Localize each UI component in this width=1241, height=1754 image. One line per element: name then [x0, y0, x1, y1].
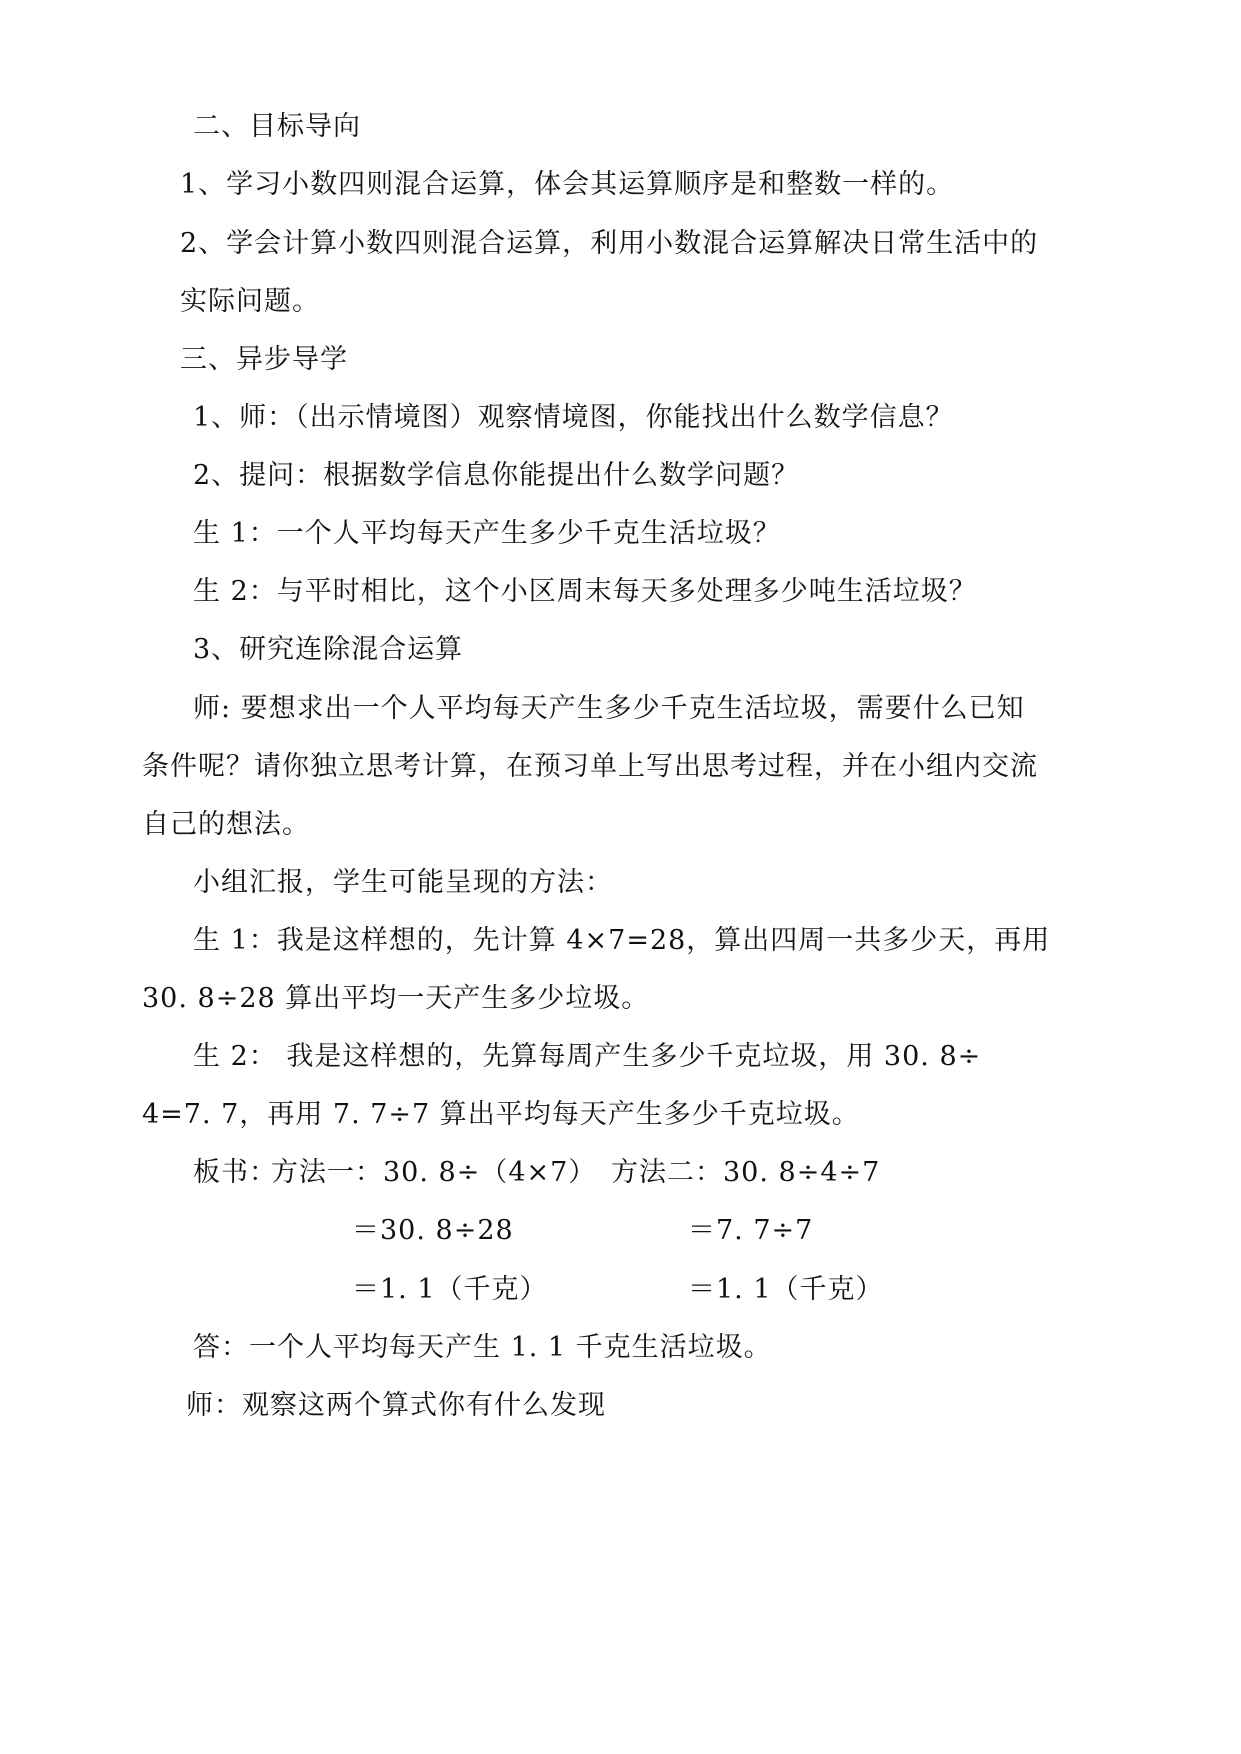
board-method1-step2: ＝1. 1（千克）: [352, 1274, 548, 1305]
method1-line2: 30. 8÷28 算出平均一天产生多少垃圾。: [142, 983, 650, 1014]
answer: 答：一个人平均每天产生 1. 1 千克生活垃圾。: [193, 1332, 772, 1363]
teacher-prompt-line2: 条件呢？请你独立思考计算，在预习单上写出思考过程，并在小组内交流: [142, 751, 1038, 782]
section3-heading: 三、异步导学: [180, 344, 348, 375]
student2-question: 生 2：与平时相比，这个小区周末每天多处理多少吨生活垃圾？: [193, 576, 977, 607]
board-method1-step1: ＝30. 8÷28: [352, 1215, 514, 1246]
board-label: 板书：: [193, 1157, 277, 1188]
teacher-prompt-line3: 自己的想法。: [142, 809, 310, 840]
method2-line2: 4=7. 7，再用 7. 7÷7 算出平均每天产生多少千克垃圾。: [142, 1099, 860, 1130]
method2-line1: 生 2： 我是这样想的，先算每周产生多少千克垃圾，用 30. 8÷: [193, 1041, 982, 1072]
teacher-prompt-line1: 师: 要想求出一个人平均每天产生多少千克生活垃圾，需要什么已知: [193, 693, 1025, 724]
group-report: 小组汇报，学生可能呈现的方法：: [193, 867, 613, 898]
board-method2-title: 方法二：30. 8÷4÷7: [611, 1157, 881, 1188]
board-method1-title: 方法一：30. 8÷（4×7）: [271, 1157, 597, 1188]
step-3: 3、研究连除混合运算: [193, 634, 464, 665]
objective-item-2-line1: 2、学会计算小数四则混合运算，利用小数混合运算解决日常生活中的: [180, 228, 1039, 259]
objective-item-2-line2: 实际问题。: [180, 286, 320, 317]
step-1: 1、师：（出示情境图）观察情境图，你能找出什么数学信息？: [193, 402, 954, 433]
section2-heading: 二、目标导向: [193, 111, 361, 142]
method1-line1: 生 1：我是这样想的，先计算 4×7=28，算出四周一共多少天，再用: [193, 925, 1051, 956]
objective-item-1: 1、学习小数四则混合运算，体会其运算顺序是和整数一样的。: [180, 169, 955, 200]
board-method2-step1: ＝7. 7÷7: [688, 1215, 814, 1246]
teacher-question: 师：观察这两个算式你有什么发现: [186, 1390, 606, 1421]
step-2: 2、提问：根据数学信息你能提出什么数学问题？: [193, 460, 800, 491]
student1-question: 生 1：一个人平均每天产生多少千克生活垃圾？: [193, 518, 781, 549]
board-method2-step2: ＝1. 1（千克）: [688, 1274, 884, 1305]
